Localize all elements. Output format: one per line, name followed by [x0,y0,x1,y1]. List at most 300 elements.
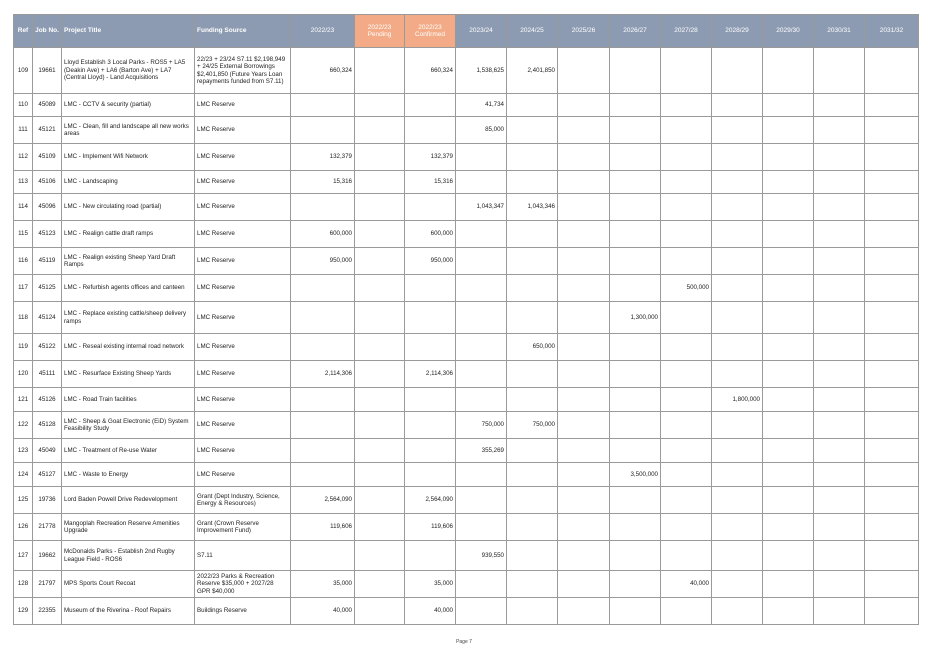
project-title-cell: LMC - Replace existing cattle/sheep delivery ramps [62,302,195,334]
amount-2028-29-cell [712,412,763,439]
funding-source-cell: LMC Reserve [195,439,291,463]
amount-2022-23-cell [291,302,355,334]
project-title-cell: LMC - Landscaping [62,171,195,194]
amount-2030-31-cell [814,514,865,541]
ref-cell: 128 [14,571,33,598]
funding-source-cell: LMC Reserve [195,361,291,388]
amount-2022-23-confirmed-cell [405,388,456,412]
amount-2027-28-cell [661,302,712,334]
project-title-cell: LMC - Clean, fill and landscape all new works areas [62,117,195,144]
amount-2027-28-cell [661,412,712,439]
job-no-cell: 45111 [33,361,62,388]
amount-2023-24-cell [456,275,507,302]
project-title-cell: LMC - Implement Wifi Network [62,144,195,171]
amount-2024-25-cell [507,221,558,248]
amount-2023-24-cell [456,571,507,598]
amount-2025-26-cell [558,388,610,412]
amount-2026-27-cell [610,541,661,571]
amount-2030-31-cell [814,171,865,194]
amount-2023-24-cell [456,302,507,334]
funding-source-cell: Grant (Crown Reserve Improvement Fund) [195,514,291,541]
amount-2030-31-cell [814,48,865,94]
table-row [14,144,919,171]
amount-2029-30-cell [763,194,814,221]
amount-2027-28-cell [661,541,712,571]
table-row [14,334,919,361]
funding-source-cell: LMC Reserve [195,194,291,221]
amount-2022-23-pending-cell [355,514,405,541]
amount-2022-23-pending-cell [355,541,405,571]
amount-2025-26-cell [558,571,610,598]
amount-2022-23-confirmed-cell: 2,114,306 [405,361,456,388]
amount-2024-25-cell [507,439,558,463]
col-2022-23-confirmed-header: 2022/23 Confirmed [405,15,456,48]
amount-2025-26-cell [558,514,610,541]
amount-2025-26-cell [558,221,610,248]
amount-2022-23-pending-cell [355,388,405,412]
amount-2025-26-cell [558,171,610,194]
funding-source-cell: LMC Reserve [195,463,291,487]
project-title-cell: LMC - Treatment of Re-use Water [62,439,195,463]
col-funding-header: Funding Source [195,15,291,48]
amount-2023-24-cell: 939,550 [456,541,507,571]
amount-2027-28-cell [661,334,712,361]
amount-2031-32-cell [865,248,919,275]
amount-2024-25-cell [507,463,558,487]
amount-2027-28-cell [661,439,712,463]
page-number: Page 7 [456,639,472,645]
amount-2022-23-cell: 2,564,090 [291,487,355,514]
amount-2024-25-cell [507,388,558,412]
amount-2025-26-cell [558,117,610,144]
project-title-cell: LMC - Sheep & Goat Electronic (EiD) System Feasibility Study [62,412,195,439]
ref-cell: 115 [14,221,33,248]
ref-cell: 129 [14,598,33,625]
amount-2026-27-cell [610,487,661,514]
job-no-cell: 45121 [33,117,62,144]
amount-2022-23-confirmed-cell: 132,379 [405,144,456,171]
amount-2029-30-cell [763,541,814,571]
amount-2026-27-cell [610,388,661,412]
amount-2024-25-cell [507,361,558,388]
project-title-cell: LMC - Realign cattle draft ramps [62,221,195,248]
amount-2025-26-cell [558,541,610,571]
ref-cell: 110 [14,94,33,117]
col-2031-32-header: 2031/32 [865,15,919,48]
amount-2023-24-cell: 41,734 [456,94,507,117]
amount-2026-27-cell: 1,300,000 [610,302,661,334]
amount-2022-23-confirmed-cell [405,439,456,463]
amount-2030-31-cell [814,412,865,439]
amount-2025-26-cell [558,94,610,117]
amount-2026-27-cell [610,194,661,221]
amount-2022-23-pending-cell [355,171,405,194]
amount-2031-32-cell [865,302,919,334]
amount-2022-23-pending-cell [355,412,405,439]
amount-2030-31-cell [814,439,865,463]
amount-2031-32-cell [865,334,919,361]
amount-2022-23-pending-cell [355,571,405,598]
project-title-cell: McDonalds Parks - Establish 2nd Rugby League Field - ROS6 [62,541,195,571]
table-row [14,388,919,412]
amount-2027-28-cell [661,221,712,248]
amount-2027-28-cell [661,194,712,221]
project-title-cell: LMC - CCTV & security (partial) [62,94,195,117]
col-2027-28-header: 2027/28 [661,15,712,48]
amount-2024-25-cell [507,117,558,144]
amount-2024-25-cell [507,94,558,117]
amount-2029-30-cell [763,94,814,117]
amount-2022-23-pending-cell [355,275,405,302]
project-title-cell: LMC - Resurface Existing Sheep Yards [62,361,195,388]
amount-2023-24-cell [456,144,507,171]
amount-2023-24-cell: 1,538,625 [456,48,507,94]
funding-source-cell: LMC Reserve [195,144,291,171]
project-title-cell: LMC - Reseal existing internal road network [62,334,195,361]
table-row [14,94,919,117]
amount-2027-28-cell [661,487,712,514]
ref-cell: 123 [14,439,33,463]
job-no-cell: 45119 [33,248,62,275]
amount-2028-29-cell: 1,800,000 [712,388,763,412]
job-no-cell: 22355 [33,598,62,625]
amount-2030-31-cell [814,302,865,334]
amount-2022-23-cell: 660,324 [291,48,355,94]
amount-2030-31-cell [814,334,865,361]
amount-2030-31-cell [814,144,865,171]
amount-2026-27-cell [610,275,661,302]
amount-2023-24-cell [456,487,507,514]
amount-2022-23-pending-cell [355,221,405,248]
job-no-cell: 45124 [33,302,62,334]
amount-2022-23-cell [291,275,355,302]
amount-2024-25-cell: 650,000 [507,334,558,361]
amount-2022-23-pending-cell [355,487,405,514]
amount-2027-28-cell [661,248,712,275]
amount-2023-24-cell [456,248,507,275]
amount-2029-30-cell [763,487,814,514]
amount-2028-29-cell [712,144,763,171]
amount-2028-29-cell [712,117,763,144]
amount-2023-24-cell: 85,000 [456,117,507,144]
amount-2022-23-pending-cell [355,439,405,463]
amount-2022-23-pending-cell [355,463,405,487]
amount-2026-27-cell [610,171,661,194]
amount-2025-26-cell [558,361,610,388]
job-no-cell: 45089 [33,94,62,117]
table-row [14,194,919,221]
header-row [14,15,919,48]
table-row [14,171,919,194]
amount-2027-28-cell [661,144,712,171]
amount-2027-28-cell [661,598,712,625]
amount-2022-23-cell [291,463,355,487]
amount-2030-31-cell [814,463,865,487]
amount-2024-25-cell: 2,401,850 [507,48,558,94]
amount-2026-27-cell [610,598,661,625]
ref-cell: 126 [14,514,33,541]
table-row [14,571,919,598]
funding-source-cell: LMC Reserve [195,171,291,194]
amount-2028-29-cell [712,571,763,598]
amount-2027-28-cell: 500,000 [661,275,712,302]
table-row [14,275,919,302]
col-2022-23-pending-header: 2022/23 Pending [355,15,405,48]
amount-2031-32-cell [865,275,919,302]
funding-source-cell: Buildings Reserve [195,598,291,625]
amount-2022-23-confirmed-cell [405,302,456,334]
amount-2028-29-cell [712,302,763,334]
amount-2027-28-cell [661,171,712,194]
amount-2026-27-cell [610,117,661,144]
amount-2029-30-cell [763,48,814,94]
amount-2022-23-confirmed-cell: 600,000 [405,221,456,248]
amount-2026-27-cell [610,144,661,171]
amount-2030-31-cell [814,388,865,412]
amount-2027-28-cell: 40,000 [661,571,712,598]
table-row [14,221,919,248]
capital-works-table [13,14,919,625]
amount-2028-29-cell [712,275,763,302]
amount-2031-32-cell [865,388,919,412]
amount-2031-32-cell [865,463,919,487]
amount-2031-32-cell [865,514,919,541]
ref-cell: 127 [14,541,33,571]
amount-2031-32-cell [865,194,919,221]
amount-2024-25-cell [507,487,558,514]
amount-2022-23-confirmed-cell: 660,324 [405,48,456,94]
job-no-cell: 45123 [33,221,62,248]
amount-2029-30-cell [763,275,814,302]
table-row [14,463,919,487]
amount-2022-23-cell [291,94,355,117]
amount-2025-26-cell [558,248,610,275]
amount-2023-24-cell [456,463,507,487]
amount-2027-28-cell [661,361,712,388]
amount-2022-23-confirmed-cell [405,275,456,302]
amount-2031-32-cell [865,144,919,171]
project-title-cell: LMC - Refurbish agents offices and canteen [62,275,195,302]
funding-source-cell: LMC Reserve [195,117,291,144]
job-no-cell: 19736 [33,487,62,514]
amount-2025-26-cell [558,48,610,94]
job-no-cell: 45106 [33,171,62,194]
amount-2026-27-cell [610,514,661,541]
amount-2027-28-cell [661,514,712,541]
amount-2031-32-cell [865,571,919,598]
col-2024-25-header: 2024/25 [507,15,558,48]
amount-2026-27-cell [610,221,661,248]
ref-cell: 120 [14,361,33,388]
amount-2026-27-cell: 3,500,000 [610,463,661,487]
amount-2029-30-cell [763,514,814,541]
ref-cell: 114 [14,194,33,221]
amount-2030-31-cell [814,361,865,388]
job-no-cell: 45122 [33,334,62,361]
amount-2029-30-cell [763,334,814,361]
amount-2022-23-confirmed-cell [405,194,456,221]
amount-2022-23-cell: 2,114,306 [291,361,355,388]
ref-cell: 117 [14,275,33,302]
amount-2028-29-cell [712,334,763,361]
amount-2024-25-cell [507,571,558,598]
amount-2028-29-cell [712,171,763,194]
job-no-cell: 45096 [33,194,62,221]
amount-2030-31-cell [814,248,865,275]
ref-cell: 109 [14,48,33,94]
amount-2028-29-cell [712,94,763,117]
project-title-cell: Museum of the Riverina - Roof Repairs [62,598,195,625]
amount-2028-29-cell [712,514,763,541]
amount-2022-23-confirmed-cell: 950,000 [405,248,456,275]
project-title-cell: MPS Sports Court Recoat [62,571,195,598]
amount-2022-23-cell [291,194,355,221]
amount-2026-27-cell [610,94,661,117]
amount-2024-25-cell [507,248,558,275]
col-2025-26-header: 2025/26 [558,15,610,48]
table-body [14,48,919,625]
amount-2030-31-cell [814,598,865,625]
amount-2028-29-cell [712,248,763,275]
amount-2022-23-confirmed-cell [405,541,456,571]
amount-2022-23-cell [291,388,355,412]
amount-2023-24-cell: 750,000 [456,412,507,439]
col-2023-24-header: 2023/24 [456,15,507,48]
amount-2026-27-cell [610,361,661,388]
amount-2022-23-confirmed-cell: 15,316 [405,171,456,194]
amount-2027-28-cell [661,388,712,412]
amount-2028-29-cell [712,598,763,625]
amount-2029-30-cell [763,171,814,194]
ref-cell: 124 [14,463,33,487]
amount-2022-23-confirmed-cell: 119,606 [405,514,456,541]
amount-2031-32-cell [865,171,919,194]
funding-source-cell: LMC Reserve [195,388,291,412]
funding-source-cell: LMC Reserve [195,412,291,439]
col-ref-header: Ref [14,15,33,48]
col-2022-23-header: 2022/23 [291,15,355,48]
project-title-cell: Mangoplah Recreation Reserve Amenities Upgrade [62,514,195,541]
amount-2024-25-cell: 750,000 [507,412,558,439]
amount-2022-23-cell: 15,316 [291,171,355,194]
amount-2028-29-cell [712,361,763,388]
amount-2025-26-cell [558,598,610,625]
col-2029-30-header: 2029/30 [763,15,814,48]
amount-2025-26-cell [558,487,610,514]
amount-2028-29-cell [712,221,763,248]
amount-2023-24-cell [456,221,507,248]
col-2030-31-header: 2030/31 [814,15,865,48]
amount-2023-24-cell [456,361,507,388]
table-row [14,48,919,94]
amount-2030-31-cell [814,221,865,248]
ref-cell: 111 [14,117,33,144]
amount-2022-23-pending-cell [355,194,405,221]
amount-2025-26-cell [558,194,610,221]
project-title-cell: LMC - Road Train facilities [62,388,195,412]
amount-2022-23-confirmed-cell [405,463,456,487]
amount-2029-30-cell [763,463,814,487]
job-no-cell: 45049 [33,439,62,463]
funding-source-cell: LMC Reserve [195,94,291,117]
table-row [14,302,919,334]
funding-source-cell: 2022/23 Parks & Recreation Reserve $35,000 + 2027/28 GPR $40,000 [195,571,291,598]
amount-2029-30-cell [763,361,814,388]
table-row [14,439,919,463]
amount-2031-32-cell [865,487,919,514]
amount-2026-27-cell [610,412,661,439]
amount-2022-23-cell [291,541,355,571]
ref-cell: 119 [14,334,33,361]
project-title-cell: LMC - New circulating road (partial) [62,194,195,221]
amount-2024-25-cell [507,302,558,334]
amount-2022-23-cell: 40,000 [291,598,355,625]
funding-source-cell: LMC Reserve [195,248,291,275]
amount-2022-23-confirmed-cell: 2,564,090 [405,487,456,514]
table-row [14,248,919,275]
amount-2022-23-pending-cell [355,117,405,144]
amount-2031-32-cell [865,117,919,144]
amount-2026-27-cell [610,334,661,361]
job-no-cell: 45128 [33,412,62,439]
amount-2022-23-cell: 35,000 [291,571,355,598]
amount-2024-25-cell [507,171,558,194]
funding-source-cell: LMC Reserve [195,302,291,334]
amount-2025-26-cell [558,334,610,361]
funding-source-cell: LMC Reserve [195,334,291,361]
amount-2022-23-cell: 600,000 [291,221,355,248]
amount-2022-23-confirmed-cell [405,117,456,144]
amount-2030-31-cell [814,541,865,571]
amount-2029-30-cell [763,571,814,598]
amount-2029-30-cell [763,302,814,334]
amount-2029-30-cell [763,598,814,625]
amount-2029-30-cell [763,388,814,412]
amount-2026-27-cell [610,48,661,94]
amount-2022-23-pending-cell [355,144,405,171]
amount-2022-23-pending-cell [355,598,405,625]
amount-2028-29-cell [712,439,763,463]
amount-2028-29-cell [712,463,763,487]
amount-2027-28-cell [661,463,712,487]
amount-2024-25-cell [507,144,558,171]
amount-2023-24-cell [456,388,507,412]
amount-2024-25-cell: 1,043,346 [507,194,558,221]
amount-2026-27-cell [610,248,661,275]
job-no-cell: 45109 [33,144,62,171]
job-no-cell: 45125 [33,275,62,302]
amount-2023-24-cell [456,514,507,541]
project-title-cell: Lord Baden Powell Drive Redevelopment [62,487,195,514]
amount-2030-31-cell [814,94,865,117]
col-2028-29-header: 2028/29 [712,15,763,48]
amount-2022-23-pending-cell [355,302,405,334]
funding-source-cell: LMC Reserve [195,275,291,302]
amount-2031-32-cell [865,221,919,248]
amount-2022-23-cell: 119,606 [291,514,355,541]
amount-2030-31-cell [814,571,865,598]
col-title-header: Project Title [62,15,195,48]
amount-2025-26-cell [558,275,610,302]
amount-2030-31-cell [814,275,865,302]
amount-2025-26-cell [558,412,610,439]
amount-2026-27-cell [610,439,661,463]
amount-2029-30-cell [763,221,814,248]
amount-2024-25-cell [507,275,558,302]
amount-2031-32-cell [865,598,919,625]
amount-2023-24-cell [456,598,507,625]
amount-2022-23-pending-cell [355,334,405,361]
